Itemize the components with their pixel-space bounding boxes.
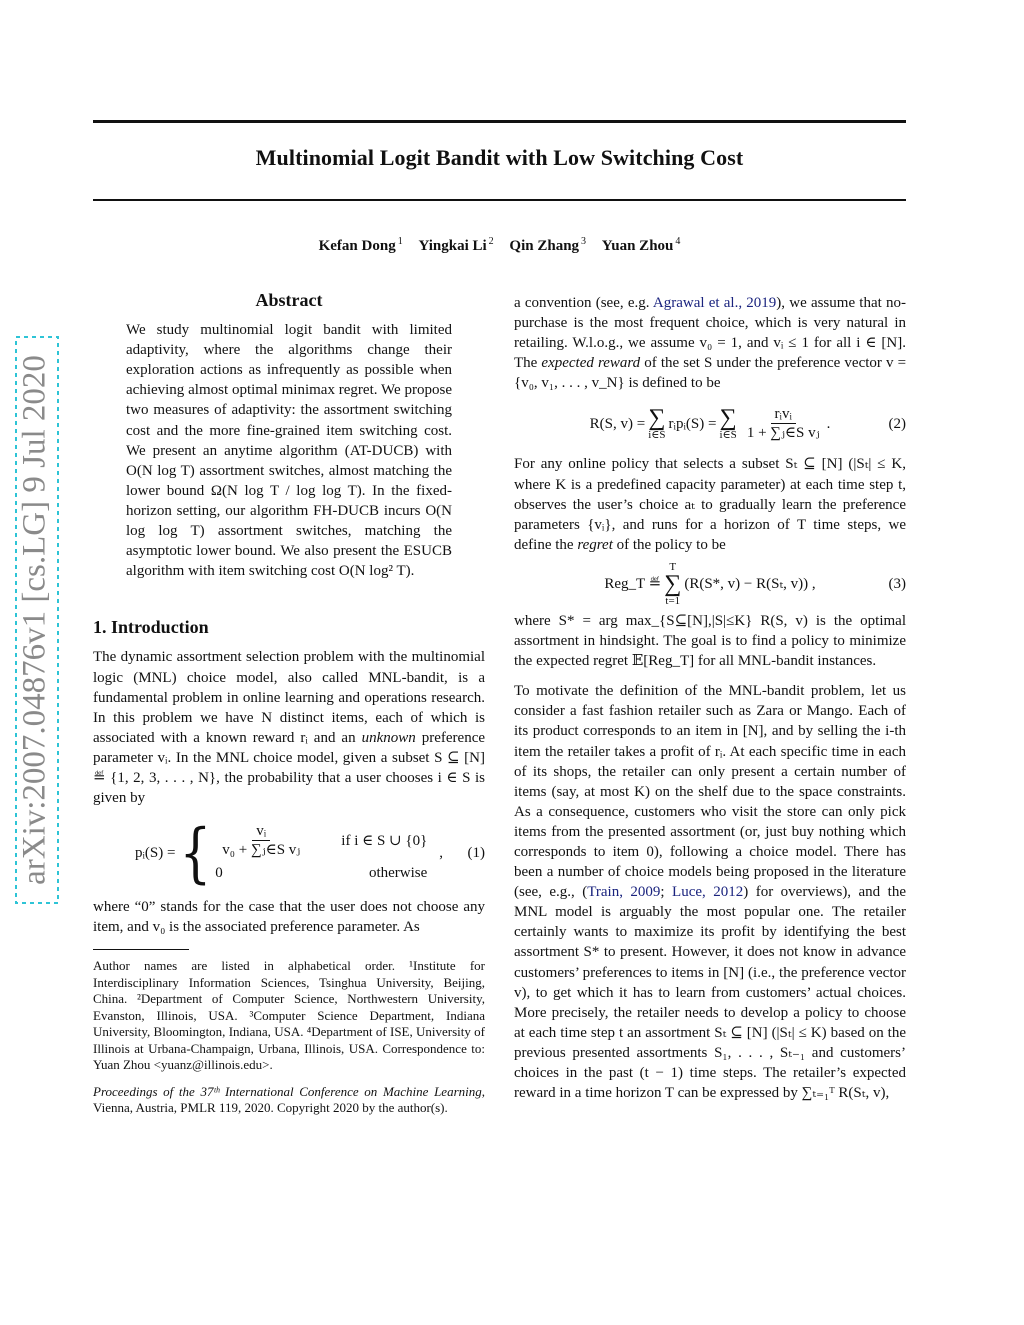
citation-link[interactable]: Luce, 2012	[672, 884, 744, 901]
body-paragraph: For any online policy that selects a subset Sₜ ⊆ [N] (|Sₜ| ≤ K, where K is a predefined capacity parameter) at each time step t, observes the user’s choice aₜ to gradually learn the preference parameters {vᵢ}, and runs for a horizon of T time steps, we define the regret of the policy to be	[514, 456, 906, 553]
intro-paragraph: where “0” stands for the case that the user does not choose any item, and v₀ is the associated preference parameter. As	[93, 899, 485, 936]
eq1-condition: if i ∈ S ∪ {0}	[341, 832, 428, 849]
equation-3: Reg_T ≝ T ∑ t=1 (R(S*, v) − R(Sₜ, v)) , (3)	[604, 560, 906, 607]
intro-heading: 1. Introduction	[93, 617, 209, 638]
equation-number: (2)	[888, 415, 906, 432]
left-column	[93, 290, 485, 1117]
eq1-condition: otherwise	[368, 865, 428, 882]
eq1-lhs: pᵢ(S) =	[134, 844, 176, 861]
author-list	[93, 236, 906, 255]
abstract-heading: Abstract	[255, 290, 323, 310]
arxiv-stamp	[12, 335, 62, 905]
eq1-value: 0	[215, 865, 223, 882]
affiliation-footnote: Author names are listed in alphabetical order. ¹Institute for Interdisciplinary Information Sciences, Tsinghua University, Beijing, China. ²Department of Computer Science, Northwestern University, Evanston, Illinois, USA. ³Computer Science Department, Indiana University, Bloomington, Indiana, USA. ⁴Department of ISE, University of Illinois at Urbana-Champaign, Urbana, Illinois, USA. Correspondence to: Yuan Zhou <yuanz@illinois.edu>.	[93, 958, 485, 1073]
title-rule-top	[93, 120, 906, 123]
abstract-text: We study multinomial logit bandit with limited adaptivity, where the algorithms change their exploration actions as infrequently as possible when achieving almost optimal minimax regret. We propose two measures of adaptivity: the assortment switching cost and the more fine-grained item switching cost. We present an anytime algorithm (AT-DUCB) with O(N log T) assortment switches, almost matching the lower bound Ω(N log T / log log T). In the fixed-horizon setting, our algorithm FH-DUCB incurs O(N log log T) assortment switches, matching the asymptotic lower bound. We also present the ESUCB algorithm with item switching cost O(N log² T).	[126, 322, 452, 580]
body-paragraph: To motivate the definition of the MNL-bandit problem, let us consider a fast fashion retailer such as Zara or Mango. Each of its product corresponds to an item in [N], and by selling the i-th item the retailer takes a profit of rᵢ. At each specific time in each of its shops, the retailer can only present a certain number of items (say, at most K) on the shelf due to the space constraints. As a consequence, customers who visit the store can only pick items from the presented assortment (or, just buy nothing which corresponds to item 0), following a choice model. There has been a number of choice models being proposed in the literature (see, e.g., (Train, 2009; Luce, 2012) for overviews), and the MNL model is arguably the most popular one. The retailer certainly wants to maximize its profit by identifying the best assortment S* to present. However, it does not know in advance customers’ preferences to items in [N] (i.e., the preference vector v), to get which it has to learn from customers’ actual choices. More precisely, the retailer needs to develop a policy to choose at each time step t an assortment Sₜ ⊆ [N] (|Sₜ| ≤ K) based on the previous presented assortments S₁, . . . , Sₜ₋₁ and customers’ choices in the past (t − 1) time steps. The retailer’s expected reward in a time horizon T can be expressed by ∑ₜ₌₁ᵀ R(Sₜ, v),	[514, 683, 906, 1102]
right-column	[514, 293, 906, 1103]
author: Yingkai Li $^2$	[418, 236, 494, 254]
equation-1: pᵢ(S) = { $\frac{\text{vᵢ}}{\text{v₀ + ∑ⱼ∈S vⱼ}}$ if i ∈ S ∪ {0} 0 otherwise , (1)	[134, 815, 485, 891]
author: Yuan Zhou $^4$	[601, 236, 681, 254]
eq1-cases	[175, 815, 428, 891]
sum-symbol: ∑ i∈S	[648, 404, 666, 441]
body-paragraph: a convention (see, e.g. Agrawal et al., 2019), we assume that no-purchase is the most frequent choice, which is very natural in retailing. W.l.o.g., we assume v₀ = 1, and vᵢ ≤ 1 for all i ∈ [N]. The expected reward of the set S under the preference vector v = {v₀, v₁, . . . , v_N} is defined to be	[514, 295, 907, 392]
equation-2: R(S, v) = ∑ i∈S rᵢpᵢ(S) = ∑ i∈S $\frac{\text{rᵢvᵢ}}{\text{1 + ∑ⱼ∈S vⱼ}}$ . (2)	[589, 404, 906, 442]
equation-number: (1)	[467, 844, 485, 861]
proceedings-note: Proceedings of the 37ᵗʰ International Conference on Machine Learning, Vienna, Austria, PMLR 119, 2020. Copyright 2020 by the author(s).	[93, 1083, 485, 1116]
eq2-fraction: $\frac{\text{rᵢvᵢ}}{\text{1 + ∑ⱼ∈S vⱼ}}$	[746, 406, 820, 442]
citation-link[interactable]: Train, 2009	[587, 884, 661, 901]
paper-title: Multinomial Logit Bandit with Low Switching Cost	[255, 145, 744, 170]
equation-number: (3)	[888, 575, 906, 592]
author: Kefan Dong $^1$	[318, 236, 403, 254]
body-paragraph: where S* = arg max_{S⊆[N],|S|≤K} R(S, v) is the optimal assortment in hindsight. The goal is to find a policy to minimize the expected regret 𝔼[Reg_T] for all MNL-bandit instances.	[514, 612, 906, 670]
sum-symbol: ∑ i∈S	[719, 404, 737, 441]
arxiv-id-text: arXiv:2007.04876v1 [cs.LG] 9 Jul 2020	[16, 355, 53, 885]
brace-icon: {	[179, 815, 212, 891]
intro-paragraph: The dynamic assortment selection problem with the multinomial logic (MNL) choice model, also called MNL-bandit, is a fundamental problem in online learning and operations research. In this problem we have N distinct items, each of which is associated with a known reward rᵢ and an unknown preference parameter vᵢ. In the MNL choice model, given a subset S ⊆ [N] ≝ {1, 2, 3, . . . , N}, the probability that a user chooses i ∈ S is given by	[93, 649, 486, 807]
author: Qin Zhang $^3$	[509, 236, 587, 254]
sum-symbol: T ∑ t=1	[664, 560, 682, 607]
title-rule-bottom	[93, 199, 906, 201]
footnote-rule	[93, 949, 189, 950]
citation-link[interactable]: Agrawal et al., 2019	[652, 295, 777, 311]
eq1-fraction: $\frac{\text{vᵢ}}{\text{v₀ + ∑ⱼ∈S vⱼ}}$	[222, 823, 301, 859]
